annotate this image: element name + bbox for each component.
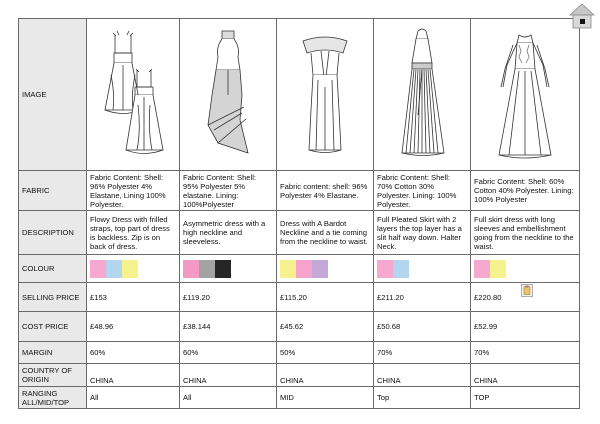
- description-cell-3: Dress with A Bardot Neckline and a tie coming from the neckline to waist.: [277, 211, 374, 255]
- range-plan-table: [18, 18, 580, 409]
- colour-swatch: [90, 260, 106, 278]
- cost-price-cell-5: £52.99: [471, 312, 580, 342]
- cost-price-cell-2: £38.144: [180, 312, 277, 342]
- selling-price-cell-5: £220.80: [471, 283, 580, 312]
- home-icon[interactable]: [568, 2, 596, 30]
- colour-cell-1: [87, 255, 180, 283]
- row-label-selling-price: SELLING PRICE: [19, 283, 87, 312]
- colour-swatch: [215, 260, 231, 278]
- row-label-margin: MARGIN: [19, 342, 87, 364]
- colour-swatch: [312, 260, 328, 278]
- colour-swatch: [122, 260, 138, 278]
- cost-price-cell-3: £45.62: [277, 312, 374, 342]
- colour-swatch: [106, 260, 122, 278]
- fabric-cell-1: Fabric Content: Shell: 96% Polyester 4% Elastane, Lining 100% Polyester.: [87, 171, 180, 211]
- colour-swatch: [280, 260, 296, 278]
- colour-swatch: [490, 260, 506, 278]
- colour-row: [19, 255, 580, 283]
- colour-swatch: [393, 260, 409, 278]
- product-image-5: [471, 19, 580, 171]
- fabric-cell-2: Fabric Content: Shell: 95% Polyester 5% elastane. Lining: 100%Polyester: [180, 171, 277, 211]
- row-label-cost-price: COST PRICE: [19, 312, 87, 342]
- row-label-fabric: FABRIC: [19, 171, 87, 211]
- cost-price-row: [19, 312, 580, 342]
- colour-cell-3: [277, 255, 374, 283]
- product-image-3: [277, 19, 374, 171]
- colour-swatch: [183, 260, 199, 278]
- colour-swatch: [199, 260, 215, 278]
- description-cell-5: Full skirt dress with long sleeves and embellishment going from the neckline to the waist.: [471, 211, 580, 255]
- margin-cell-3: 50%: [277, 342, 374, 364]
- ranging-cell-1: All: [87, 387, 180, 409]
- colour-cell-2: [180, 255, 277, 283]
- margin-cell-5: 70%: [471, 342, 580, 364]
- country-cell-5: CHINA: [471, 364, 580, 387]
- colour-swatch: [377, 260, 393, 278]
- country-cell-3: CHINA: [277, 364, 374, 387]
- ranging-cell-5: TOP: [471, 387, 580, 409]
- colour-cell-5: [471, 255, 580, 283]
- margin-cell-4: 70%: [374, 342, 471, 364]
- fabric-cell-4: Fabric Content: Shell: 70% Cotton 30% Polyester. Lining: 100% Polyester.: [374, 171, 471, 211]
- margin-cell-1: 60%: [87, 342, 180, 364]
- fabric-cell-3: Fabric content: shell: 96% Polyester 4% Elastane.: [277, 171, 374, 211]
- product-image-1: [87, 19, 180, 171]
- ranging-cell-4: Top: [374, 387, 471, 409]
- country-cell-4: CHINA: [374, 364, 471, 387]
- row-label-colour: COLOUR: [19, 255, 87, 283]
- country-cell-2: CHINA: [180, 364, 277, 387]
- colour-swatch: [296, 260, 312, 278]
- description-cell-1: Flowy Dress with frilled straps, top part of dress is backless. Zip is on back of dress.: [87, 211, 180, 255]
- description-cell-4: Full Pleated Skirt with 2 layers the top layer has a slit half way down. Halter Neck.: [374, 211, 471, 255]
- country-row: [19, 364, 580, 387]
- selling-price-row: [19, 283, 580, 312]
- fabric-cell-5: Fabric Content: Shell: 60% Cotton 40% Polyester. Lining: 100% Polyester: [471, 171, 580, 211]
- ranging-row: [19, 387, 580, 409]
- selling-price-cell-1: £153: [87, 283, 180, 312]
- ranging-cell-3: MID: [277, 387, 374, 409]
- colour-swatch: [474, 260, 490, 278]
- row-label-ranging: RANGING ALL/MID/TOP: [19, 387, 87, 409]
- selling-price-cell-2: £119.20: [180, 283, 277, 312]
- cost-price-cell-4: £50.68: [374, 312, 471, 342]
- image-row: [19, 19, 580, 171]
- fabric-row: [19, 171, 580, 211]
- product-image-2: [180, 19, 277, 171]
- row-label-country: COUNTRY OF ORIGIN: [19, 364, 87, 387]
- country-cell-1: CHINA: [87, 364, 180, 387]
- cost-price-cell-1: £48.96: [87, 312, 180, 342]
- row-label-image: IMAGE: [19, 19, 87, 171]
- product-image-4: [374, 19, 471, 171]
- margin-cell-2: 60%: [180, 342, 277, 364]
- row-label-description: DESCRIPTION: [19, 211, 87, 255]
- description-cell-2: Asymmetric dress with a high neckline and sleeveless.: [180, 211, 277, 255]
- clipboard-icon[interactable]: [521, 284, 533, 297]
- description-row: [19, 211, 580, 255]
- ranging-cell-2: All: [180, 387, 277, 409]
- selling-price-cell-3: £115.20: [277, 283, 374, 312]
- colour-cell-4: [374, 255, 471, 283]
- selling-price-cell-4: £211.20: [374, 283, 471, 312]
- margin-row: [19, 342, 580, 364]
